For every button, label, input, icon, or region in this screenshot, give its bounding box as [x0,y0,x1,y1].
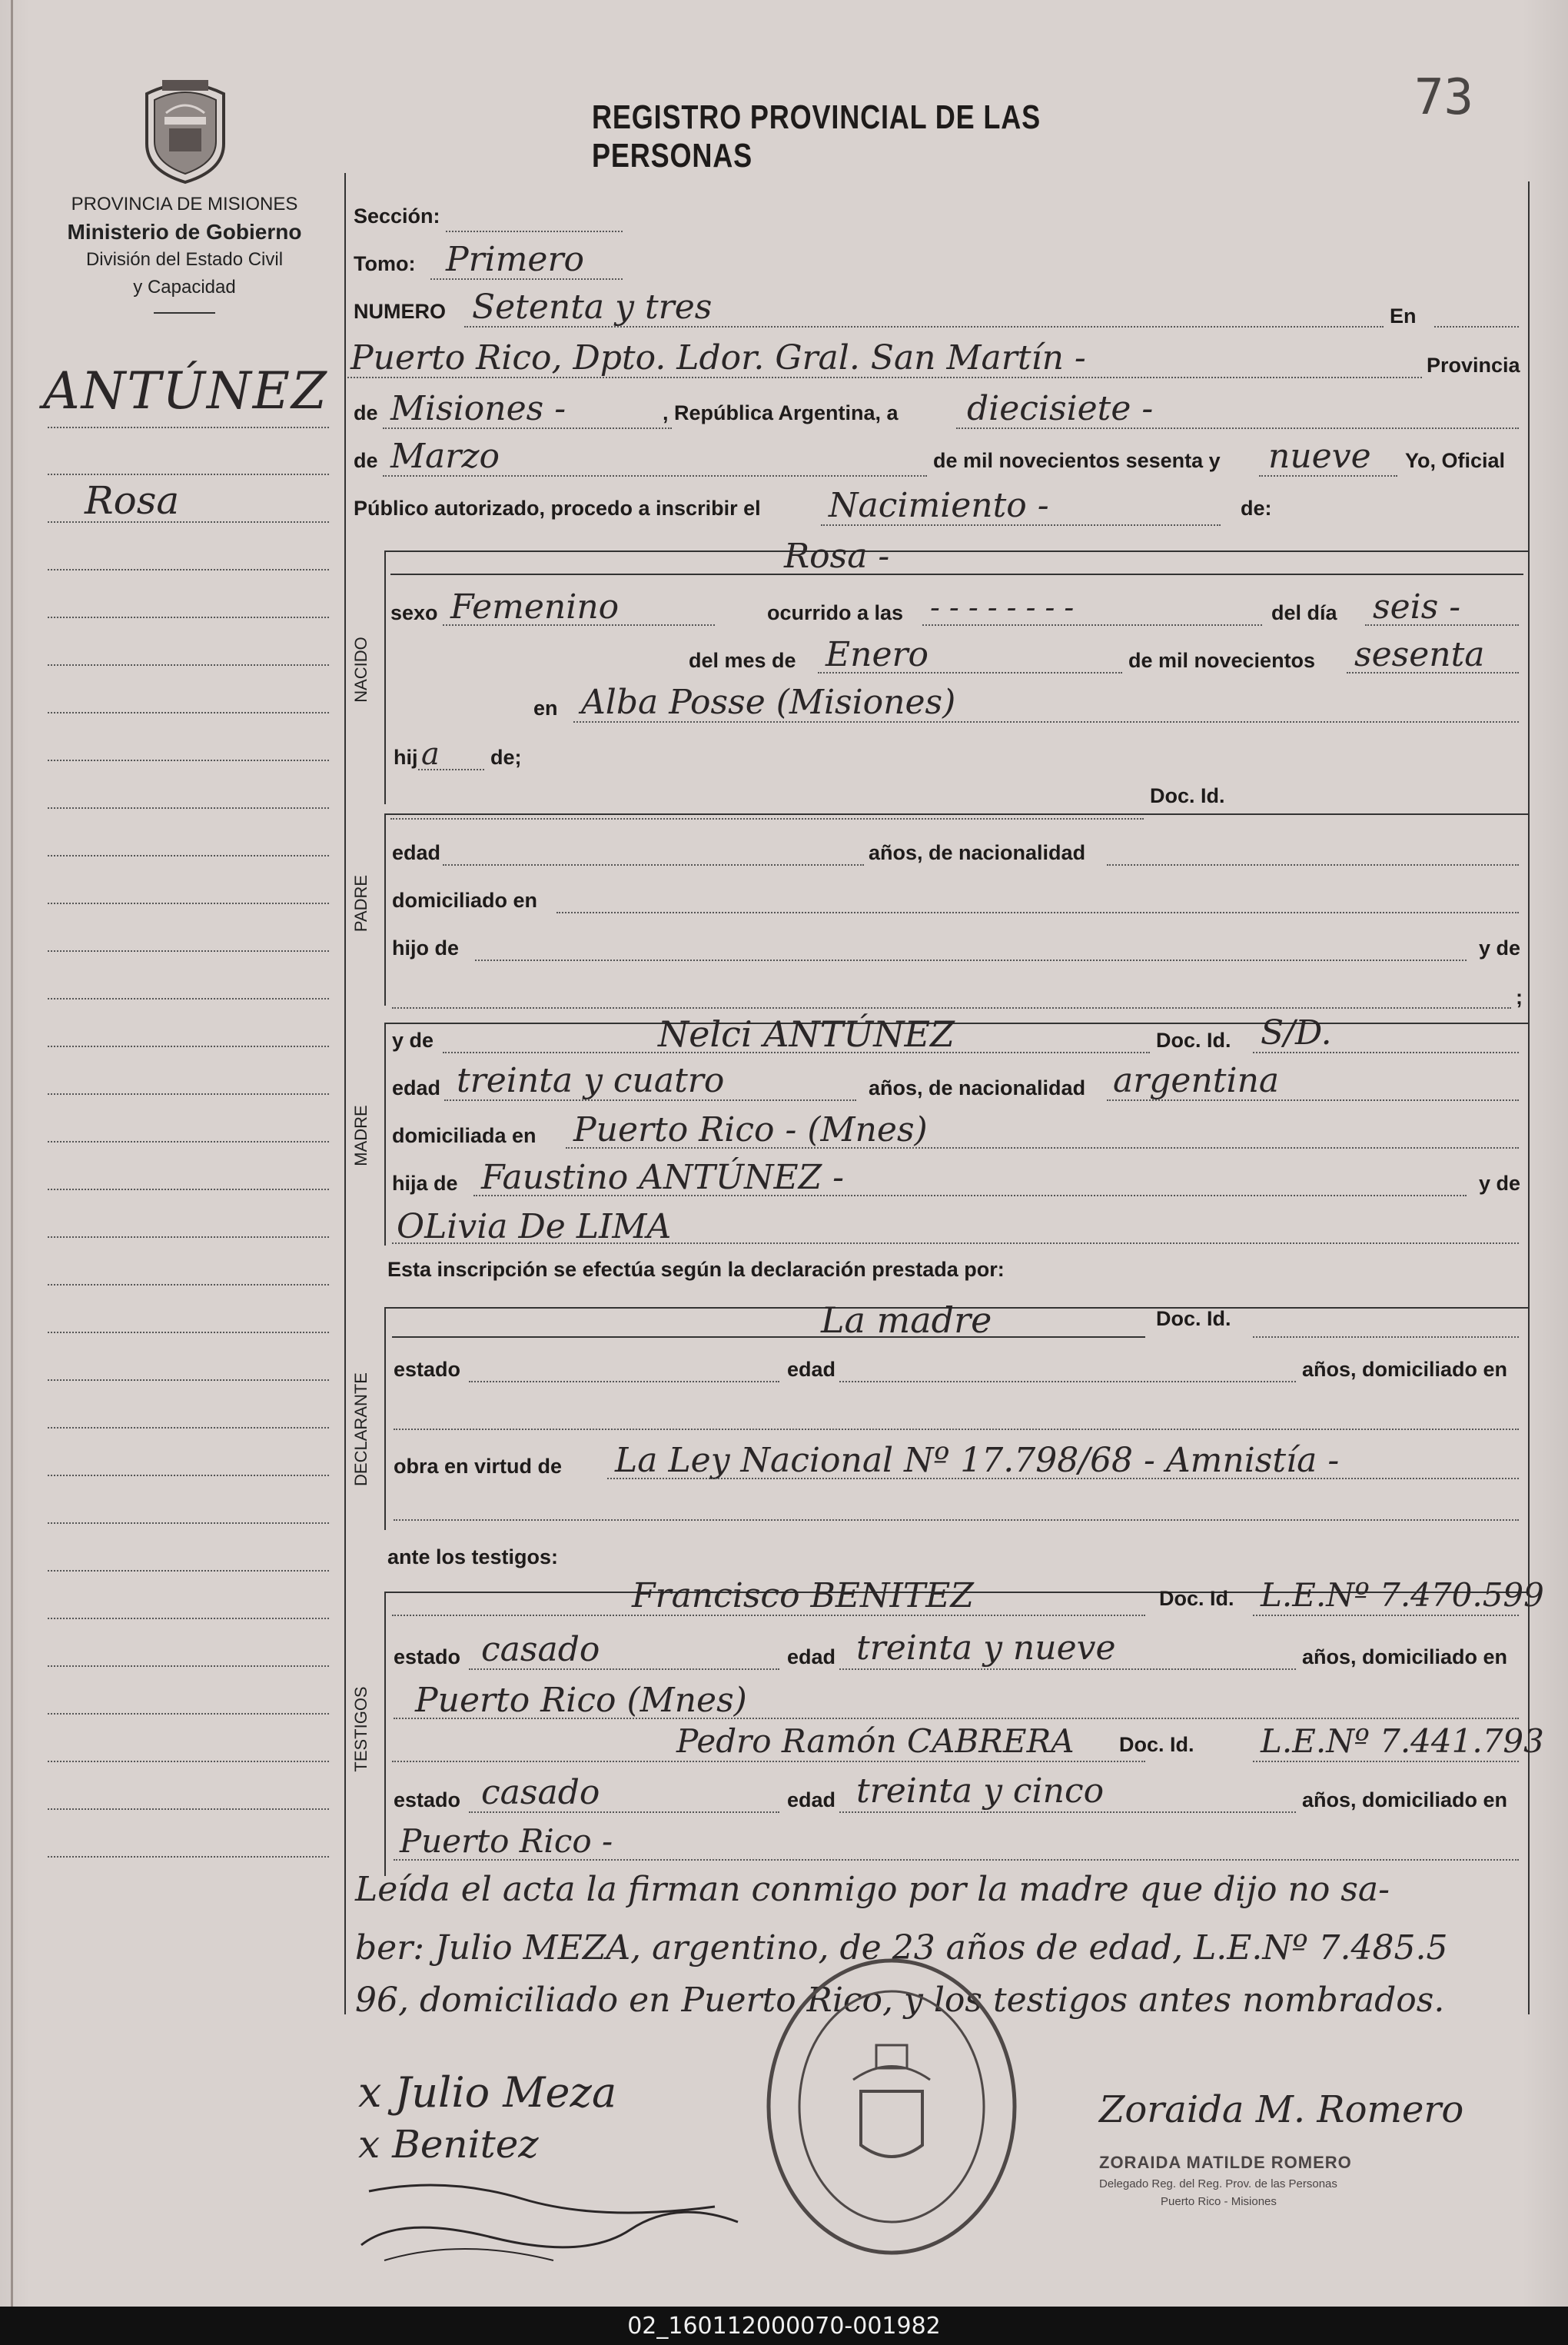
file-id: 02_160112000070-001982 [627,2312,941,2340]
declarante-edad-line [839,1381,1296,1382]
madre-left [384,1023,386,1246]
capacity-label: y Capacidad [133,277,236,298]
testigo1-anios-label: años, domiciliado en [1302,1645,1508,1668]
testigo2-doc-value: L.E.Nº 7.441.793 [1261,1722,1544,1760]
testigo2-nombre-line [392,1761,1145,1762]
testigo1-domic-line [394,1718,1519,1719]
padre-tag: PADRE [351,874,370,933]
testigo2-domic-line [394,1859,1519,1861]
seccion-line [446,231,623,232]
en-line [1434,326,1519,328]
firma-benitez: x Benitez [358,2122,539,2167]
madre-padre-line [473,1195,1467,1196]
margin-line [48,807,329,809]
declarante-left [384,1307,386,1530]
padre-left [384,813,386,1006]
sexo-line [443,624,715,626]
ocurrido-label: ocurrido a las [767,601,904,624]
officer-stamp-role: Delegado Reg. del Reg. Prov. de las Personas [1099,2177,1337,2190]
binding-edge [11,0,13,2307]
declarante-extra-line [394,1519,1519,1521]
de-colon-label: de: [1241,497,1272,520]
publico-label: Público autorizado, procedo a inscribir el [354,497,761,520]
testigo2-doc-line [1253,1761,1519,1762]
testigo1-nombre-line [392,1615,1145,1616]
declarante-obra-label: obra en virtud de [394,1455,563,1478]
margin-line [48,1761,329,1762]
margin-line [48,1713,329,1715]
madre-madre-value: OLivia De LIMA [397,1207,672,1246]
dia-line [956,427,1519,429]
margin-line [48,1141,329,1143]
tipo-value: Nacimiento - [829,486,1049,525]
declarante-doc-line [1253,1336,1519,1338]
declarante-tag: DECLARANTE [351,1372,370,1486]
padre-semicolon: ; [1516,986,1523,1009]
madre-domic-line [566,1147,1519,1149]
sexo-label: sexo [390,601,438,624]
page-number: 73 [1414,69,1474,126]
madre-domic-label: domiciliada en [392,1124,537,1147]
numero-value: Setenta y tres [472,288,713,327]
anio-nac-value: sesenta [1354,635,1485,674]
madre-doc-value: S/D. [1261,1013,1332,1053]
margin-line [48,664,329,666]
officer-stamp-place: Puerto Rico - Misiones [1161,2195,1277,2208]
margin-line [48,474,329,475]
madre-padre-value: Faustino ANTÚNEZ - [481,1158,845,1197]
frame-left-border [344,173,346,2014]
anio-line [1259,475,1397,477]
sexo-value: Femenino [450,587,620,627]
hija-line [418,769,484,770]
del-dia-label: del día [1271,601,1337,624]
padre-edad-label: edad [392,841,441,864]
margin-line [48,950,329,952]
dia-nac-line [1365,624,1519,626]
firma-julio-meza: x Julio Meza [358,2068,617,2117]
provincia-line [383,427,672,429]
padre-domic-label: domiciliado en [392,889,538,912]
hora-line [922,624,1262,626]
madre-domic-value: Puerto Rico - (Mnes) [573,1110,928,1149]
testigo1-doc-value: L.E.Nº 7.470.599 [1261,1576,1544,1614]
padre-edad-line [443,864,864,866]
testigo1-domic-value: Puerto Rico (Mnes) [415,1681,747,1720]
testigo1-nombre: Francisco BENITEZ [632,1576,974,1615]
testigos-left [384,1592,386,1876]
issuing-authority [31,191,338,314]
madre-hija-label: hija de [392,1172,458,1195]
firma-oficial: Zoraida M. Romero [1099,2088,1464,2131]
madre-y-de-label: y de [392,1029,434,1052]
margin-line [48,1808,329,1810]
testigo2-estado-value: casado [481,1773,600,1812]
madre-nac-value: argentina [1113,1061,1280,1100]
margin-line [48,569,329,570]
margin-line [48,521,329,523]
officer-stamp [1099,2153,1453,2237]
margin-line [48,903,329,904]
declaracion-intro: Esta inscripción se efectúa según la declaración prestada por: [387,1258,1005,1281]
testigo2-estado-line [469,1811,779,1813]
nacido-name-line [390,574,1523,575]
margin-line [48,1093,329,1095]
madre-madre-line [392,1242,1519,1244]
lugar-nac-line [573,721,1519,723]
provincia-value: Misiones - [390,389,566,428]
yo-oficial-label: Yo, Oficial [1405,449,1506,472]
tomo-value: Primero [446,240,584,279]
testigos-tag: TESTIGOS [351,1686,370,1772]
tomo-line [430,278,623,280]
declarante-obra-value: La Ley Nacional Nº 17.798/68 - Amnistía - [615,1441,1340,1480]
margin-line [48,760,329,761]
testigos-intro: ante los testigos: [387,1545,559,1568]
en-label: En [1390,304,1417,328]
nacido-doc-line [390,818,1144,820]
lugar-line [347,377,1422,378]
nota-line3: 96, domiciliado en Puerto Rico, y los testigos antes nombrados. [355,1981,1445,2020]
declarante-edad-label: edad [787,1358,836,1381]
anio-value: nueve [1268,437,1371,476]
margin-line [48,1284,329,1286]
hija-suffix: a [421,737,440,772]
margin-line [48,1427,329,1429]
margin-line [48,712,329,713]
divider [154,312,215,314]
padre-extra-line [392,1007,1511,1009]
tomo-label: Tomo: [354,252,416,275]
margin-line [48,427,329,428]
testigo1-estado-value: casado [481,1630,600,1669]
margin-line [48,1332,329,1333]
margin-surname: ANTÚNEZ [43,361,328,421]
de2-label: de [354,449,378,472]
testigo2-edad-label: edad [787,1788,836,1811]
margin-line [48,1236,329,1238]
provincia-label: Provincia [1427,354,1520,377]
officer-stamp-name: ZORAIDA MATILDE ROMERO [1099,2153,1352,2172]
madre-doc-line [1253,1052,1519,1053]
margin-line [48,1475,329,1476]
testigo2-nombre: Pedro Ramón CABRERA [676,1722,1075,1760]
madre-y-de2-label: y de [1479,1172,1521,1195]
testigo2-edad-line [839,1811,1296,1813]
mil-nov-label: de mil novecientos sesenta y [933,449,1221,472]
margin-line [48,1379,329,1381]
madre-top [384,1023,1528,1024]
dia-value: diecisiete - [967,389,1154,428]
tipo-line [821,524,1221,526]
official-stamp-icon [761,1953,1022,2260]
madre-anios-label: años, de nacionalidad [869,1076,1086,1099]
nota-line2: ber: Julio MEZA, argentino, de 23 años de edad, L.E.Nº 7.485.5 [355,1928,1448,1967]
de-label: de [354,401,378,424]
signature-flourish-icon [354,2168,753,2276]
margin-line [48,1570,329,1572]
margin-line [48,998,329,1000]
testigo1-doc-line [1253,1615,1519,1616]
madre-edad-value: treinta y cuatro [457,1061,725,1100]
nacido-left [384,550,386,804]
dia-nac-value: seis - [1373,587,1461,627]
del-mes-label: del mes de [689,649,796,672]
nota-line1: Leída el acta la firman conmigo por la madre que dijo no sa- [355,1870,1390,1909]
margin-line [48,1618,329,1619]
en-nac-label: en [533,697,558,720]
province-seal-icon [135,71,235,186]
madre-nombre-line [443,1052,1150,1053]
declarante-nombre: La madre [821,1299,992,1341]
madre-tag: MADRE [351,1105,370,1166]
mes-nac-value: Enero [826,635,929,674]
declarante-estado-label: estado [394,1358,461,1381]
testigo2-anios-label: años, domiciliado en [1302,1788,1508,1811]
numero-line [464,326,1384,328]
lugar-value: Puerto Rico, Dpto. Ldor. Gral. San Martín - [350,338,1086,378]
testigo2-estado-label: estado [394,1788,461,1811]
madre-edad-line [444,1099,856,1101]
padre-hijo-label: hijo de [392,936,459,960]
margin-line [48,1522,329,1524]
declarante-domic-line [394,1429,1519,1430]
margin-given-name: Rosa [85,478,180,523]
declarante-obra-line [607,1478,1519,1479]
testigo1-edad-line [839,1668,1296,1670]
hija-de-label: de; [490,746,522,769]
testigo2-domic-value: Puerto Rico - [400,1822,613,1860]
testigo1-estado-label: estado [394,1645,461,1668]
declarante-estado-line [469,1381,779,1382]
testigo1-doc-label: Doc. Id. [1159,1587,1234,1610]
division-label: División del Estado Civil [85,249,284,270]
declarante-doc-label: Doc. Id. [1156,1307,1231,1330]
province-label: PROVINCIA DE MISIONES [71,194,298,215]
testigo2-edad-value: treinta y cinco [856,1771,1105,1811]
margin-line [48,1856,329,1858]
madre-edad-label: edad [392,1076,441,1099]
padre-hijo-line [475,960,1467,961]
lugar-nac-value: Alba Posse (Misiones) [581,683,956,722]
margin-line [48,1189,329,1190]
file-id-footer [0,2307,1568,2345]
madre-doc-label: Doc. Id. [1156,1029,1231,1052]
hija-label: hij [394,746,418,769]
nacido-tag: NACIDO [351,637,370,703]
nacido-name: Rosa - [784,537,890,576]
padre-anios-label: años, de nacionalidad [869,841,1086,864]
madre-nac-line [1107,1099,1519,1101]
hora-value: - - - - - - - - [930,590,1075,624]
padre-domic-line [556,912,1519,913]
mes-line [383,475,927,477]
padre-top [384,813,1528,815]
testigo1-estado-line [469,1668,779,1670]
nacido-top [384,550,1528,552]
padre-nac-line [1107,864,1519,866]
ministry-label: Ministerio de Gobierno [67,220,302,244]
anio-nac-line [1347,672,1519,674]
document-title: REGISTRO PROVINCIAL DE LAS PERSONAS [592,98,1041,175]
declarante-nombre-line [392,1336,1145,1338]
mil-nov-nac-label: de mil novecientos [1128,649,1316,672]
mes-nac-line [818,672,1122,674]
padre-y-de-label: y de [1479,936,1521,960]
republica-label: , República Argentina, a [663,401,899,424]
margin-line [48,1665,329,1667]
seccion-label: Sección: [354,205,440,228]
madre-nombre: Nelci ANTÚNEZ [658,1013,955,1055]
margin-line [48,1046,329,1047]
numero-label: NUMERO [354,300,446,323]
testigo1-edad-label: edad [787,1645,836,1668]
nacido-doc-label: Doc. Id. [1150,784,1225,807]
declarante-anios-label: años, domiciliado en [1302,1358,1508,1381]
margin-line [48,855,329,857]
testigo2-doc-label: Doc. Id. [1119,1733,1194,1756]
margin-line [48,617,329,618]
mes-value: Marzo [390,437,500,476]
testigo1-edad-value: treinta y nueve [856,1628,1116,1668]
